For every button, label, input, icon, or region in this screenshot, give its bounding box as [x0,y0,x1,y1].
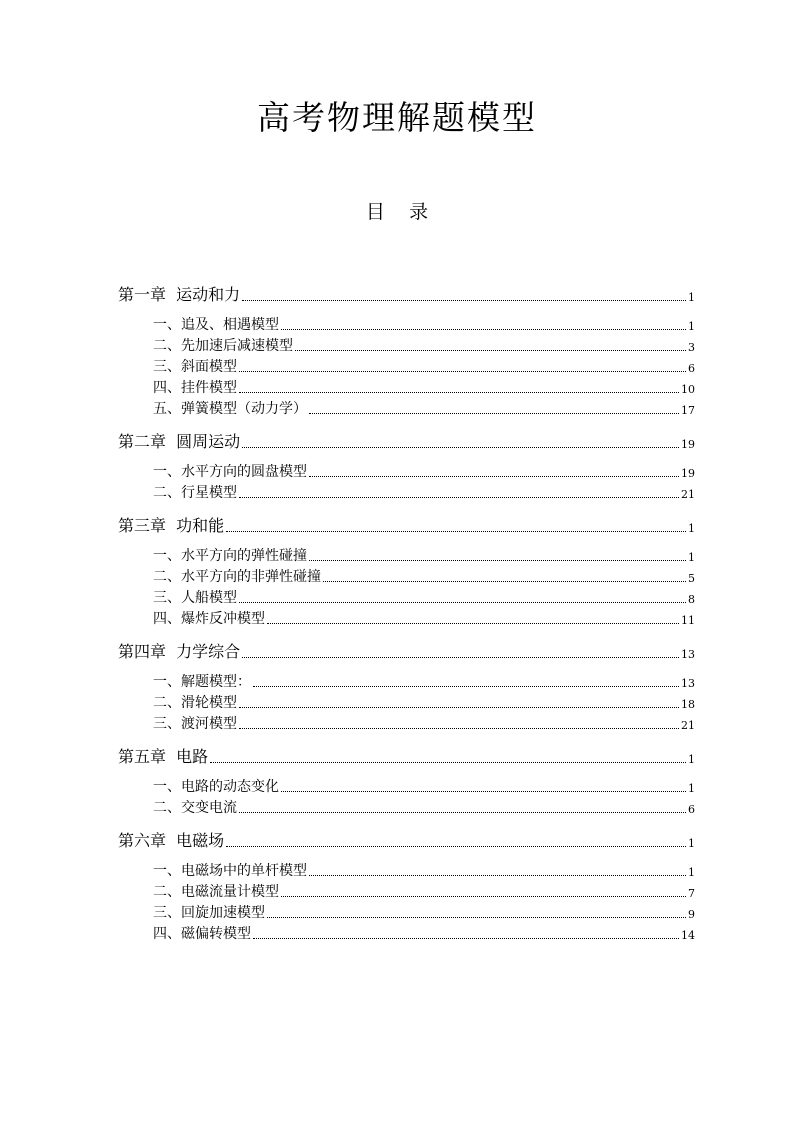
section-title: 三、回旋加速模型 [153,905,265,921]
section-title: 四、爆炸反冲模型 [153,611,265,627]
section-title: 一、电路的动态变化 [153,779,279,795]
dot-leader [267,622,679,624]
dot-leader [309,874,686,876]
dot-leader [226,530,686,532]
toc-chapter [118,638,695,733]
toc-chapter [118,743,695,817]
toc-section-entry[interactable] [118,880,695,901]
page-number: 19 [681,438,695,451]
toc-section-entry[interactable] [118,313,695,334]
dot-leader [253,937,679,939]
toc-section-entry[interactable] [118,901,695,922]
toc-section-list [118,460,695,502]
dot-leader [239,496,679,498]
section-title: 一、解题模型： [153,674,251,690]
dot-leader [239,391,679,393]
section-title: 一、追及、相遇模型 [153,317,279,333]
dot-leader [309,475,679,477]
toc-section-entry[interactable] [118,376,695,397]
toc-section-entry[interactable] [118,775,695,796]
chapter-title: 第四章 力学综合 [118,642,241,661]
page-number: 10 [681,383,695,396]
page-number: 1 [688,551,695,564]
toc-section-list [118,544,695,628]
toc-chapter [118,281,695,418]
section-title: 三、人船模型 [153,590,237,606]
toc-section-entry[interactable] [118,355,695,376]
page-number: 7 [688,887,695,900]
toc-section-entry[interactable] [118,607,695,628]
page-number: 21 [681,719,695,732]
toc-chapter-entry[interactable] [118,743,695,767]
dot-leader [242,656,679,658]
toc-section-entry[interactable] [118,670,695,691]
toc-chapter [118,512,695,628]
page-number: 13 [681,677,695,690]
toc-chapter-entry[interactable] [118,281,695,305]
section-title: 五、弹簧模型（动力学） [153,401,307,417]
section-title: 四、挂件模型 [153,380,237,396]
chapter-title: 第三章 功和能 [118,516,225,535]
page-number: 9 [688,908,695,921]
page-number: 3 [688,341,695,354]
toc-section-entry[interactable] [118,565,695,586]
page-number: 1 [688,291,695,304]
section-title: 二、水平方向的非弹性碰撞 [153,569,321,585]
dot-leader [226,845,686,847]
page-number: 14 [681,929,695,942]
toc-section-entry[interactable] [118,334,695,355]
dot-leader [281,895,686,897]
dot-leader [242,299,686,301]
section-title: 一、电磁场中的单杆模型 [153,863,307,879]
dot-leader [239,727,679,729]
toc-chapter-entry[interactable] [118,428,695,452]
page-number: 18 [681,698,695,711]
toc-chapter-entry[interactable] [118,638,695,662]
page-number: 11 [681,614,695,627]
page-number: 1 [688,782,695,795]
page-number: 1 [688,753,695,766]
toc-section-entry[interactable] [118,460,695,481]
toc-chapter-entry[interactable] [118,827,695,851]
page-number: 1 [688,837,695,850]
page-number: 1 [688,866,695,879]
toc-section-entry[interactable] [118,544,695,565]
dot-leader [309,559,686,561]
toc-section-entry[interactable] [118,922,695,943]
page-number: 6 [688,362,695,375]
chapter-title: 第一章 运动和力 [118,285,241,304]
section-title: 二、滑轮模型 [153,695,237,711]
section-title: 二、先加速后减速模型 [153,338,293,354]
dot-leader [267,916,686,918]
section-title: 一、水平方向的圆盘模型 [153,464,307,480]
dot-leader [242,446,679,448]
dot-leader [309,412,679,414]
dot-leader [323,580,686,582]
page-number: 1 [688,320,695,333]
dot-leader [295,349,686,351]
section-title: 三、渡河模型 [153,716,237,732]
dot-leader [210,761,686,763]
page-number: 5 [688,572,695,585]
chapter-title: 第五章 电路 [118,747,209,766]
toc-section-entry[interactable] [118,397,695,418]
toc-section-entry[interactable] [118,586,695,607]
page-number: 19 [681,467,695,480]
page-number: 13 [681,648,695,661]
section-title: 一、水平方向的弹性碰撞 [153,548,307,564]
toc-section-entry[interactable] [118,796,695,817]
toc-section-entry[interactable] [118,691,695,712]
toc-chapter [118,428,695,502]
dot-leader [239,601,686,603]
chapter-title: 第二章 圆周运动 [118,432,241,451]
chapter-title: 第六章 电磁场 [118,831,225,850]
page-number: 17 [681,404,695,417]
toc-section-list [118,775,695,817]
toc-section-entry[interactable] [118,859,695,880]
dot-leader [239,370,686,372]
dot-leader [239,811,686,813]
dot-leader [253,685,679,687]
page-number: 8 [688,593,695,606]
section-title: 二、交变电流 [153,800,237,816]
page-number: 21 [681,488,695,501]
section-title: 二、电磁流量计模型 [153,884,279,900]
toc-section-list [118,670,695,733]
toc-section-list [118,859,695,943]
document-title: 高考物理解题模型 [257,98,537,137]
toc-heading: 目 录 [365,201,429,223]
toc-chapter-entry[interactable] [118,512,695,536]
dot-leader [239,706,679,708]
toc-chapter [118,827,695,943]
page-number: 1 [688,522,695,535]
toc-section-list [118,313,695,418]
toc-section-entry[interactable] [118,481,695,502]
section-title: 三、斜面模型 [153,359,237,375]
toc-section-entry[interactable] [118,712,695,733]
section-title: 四、磁偏转模型 [153,926,251,942]
table-of-contents [118,281,695,953]
page-number: 6 [688,803,695,816]
dot-leader [281,790,686,792]
section-title: 二、行星模型 [153,485,237,501]
dot-leader [281,328,686,330]
